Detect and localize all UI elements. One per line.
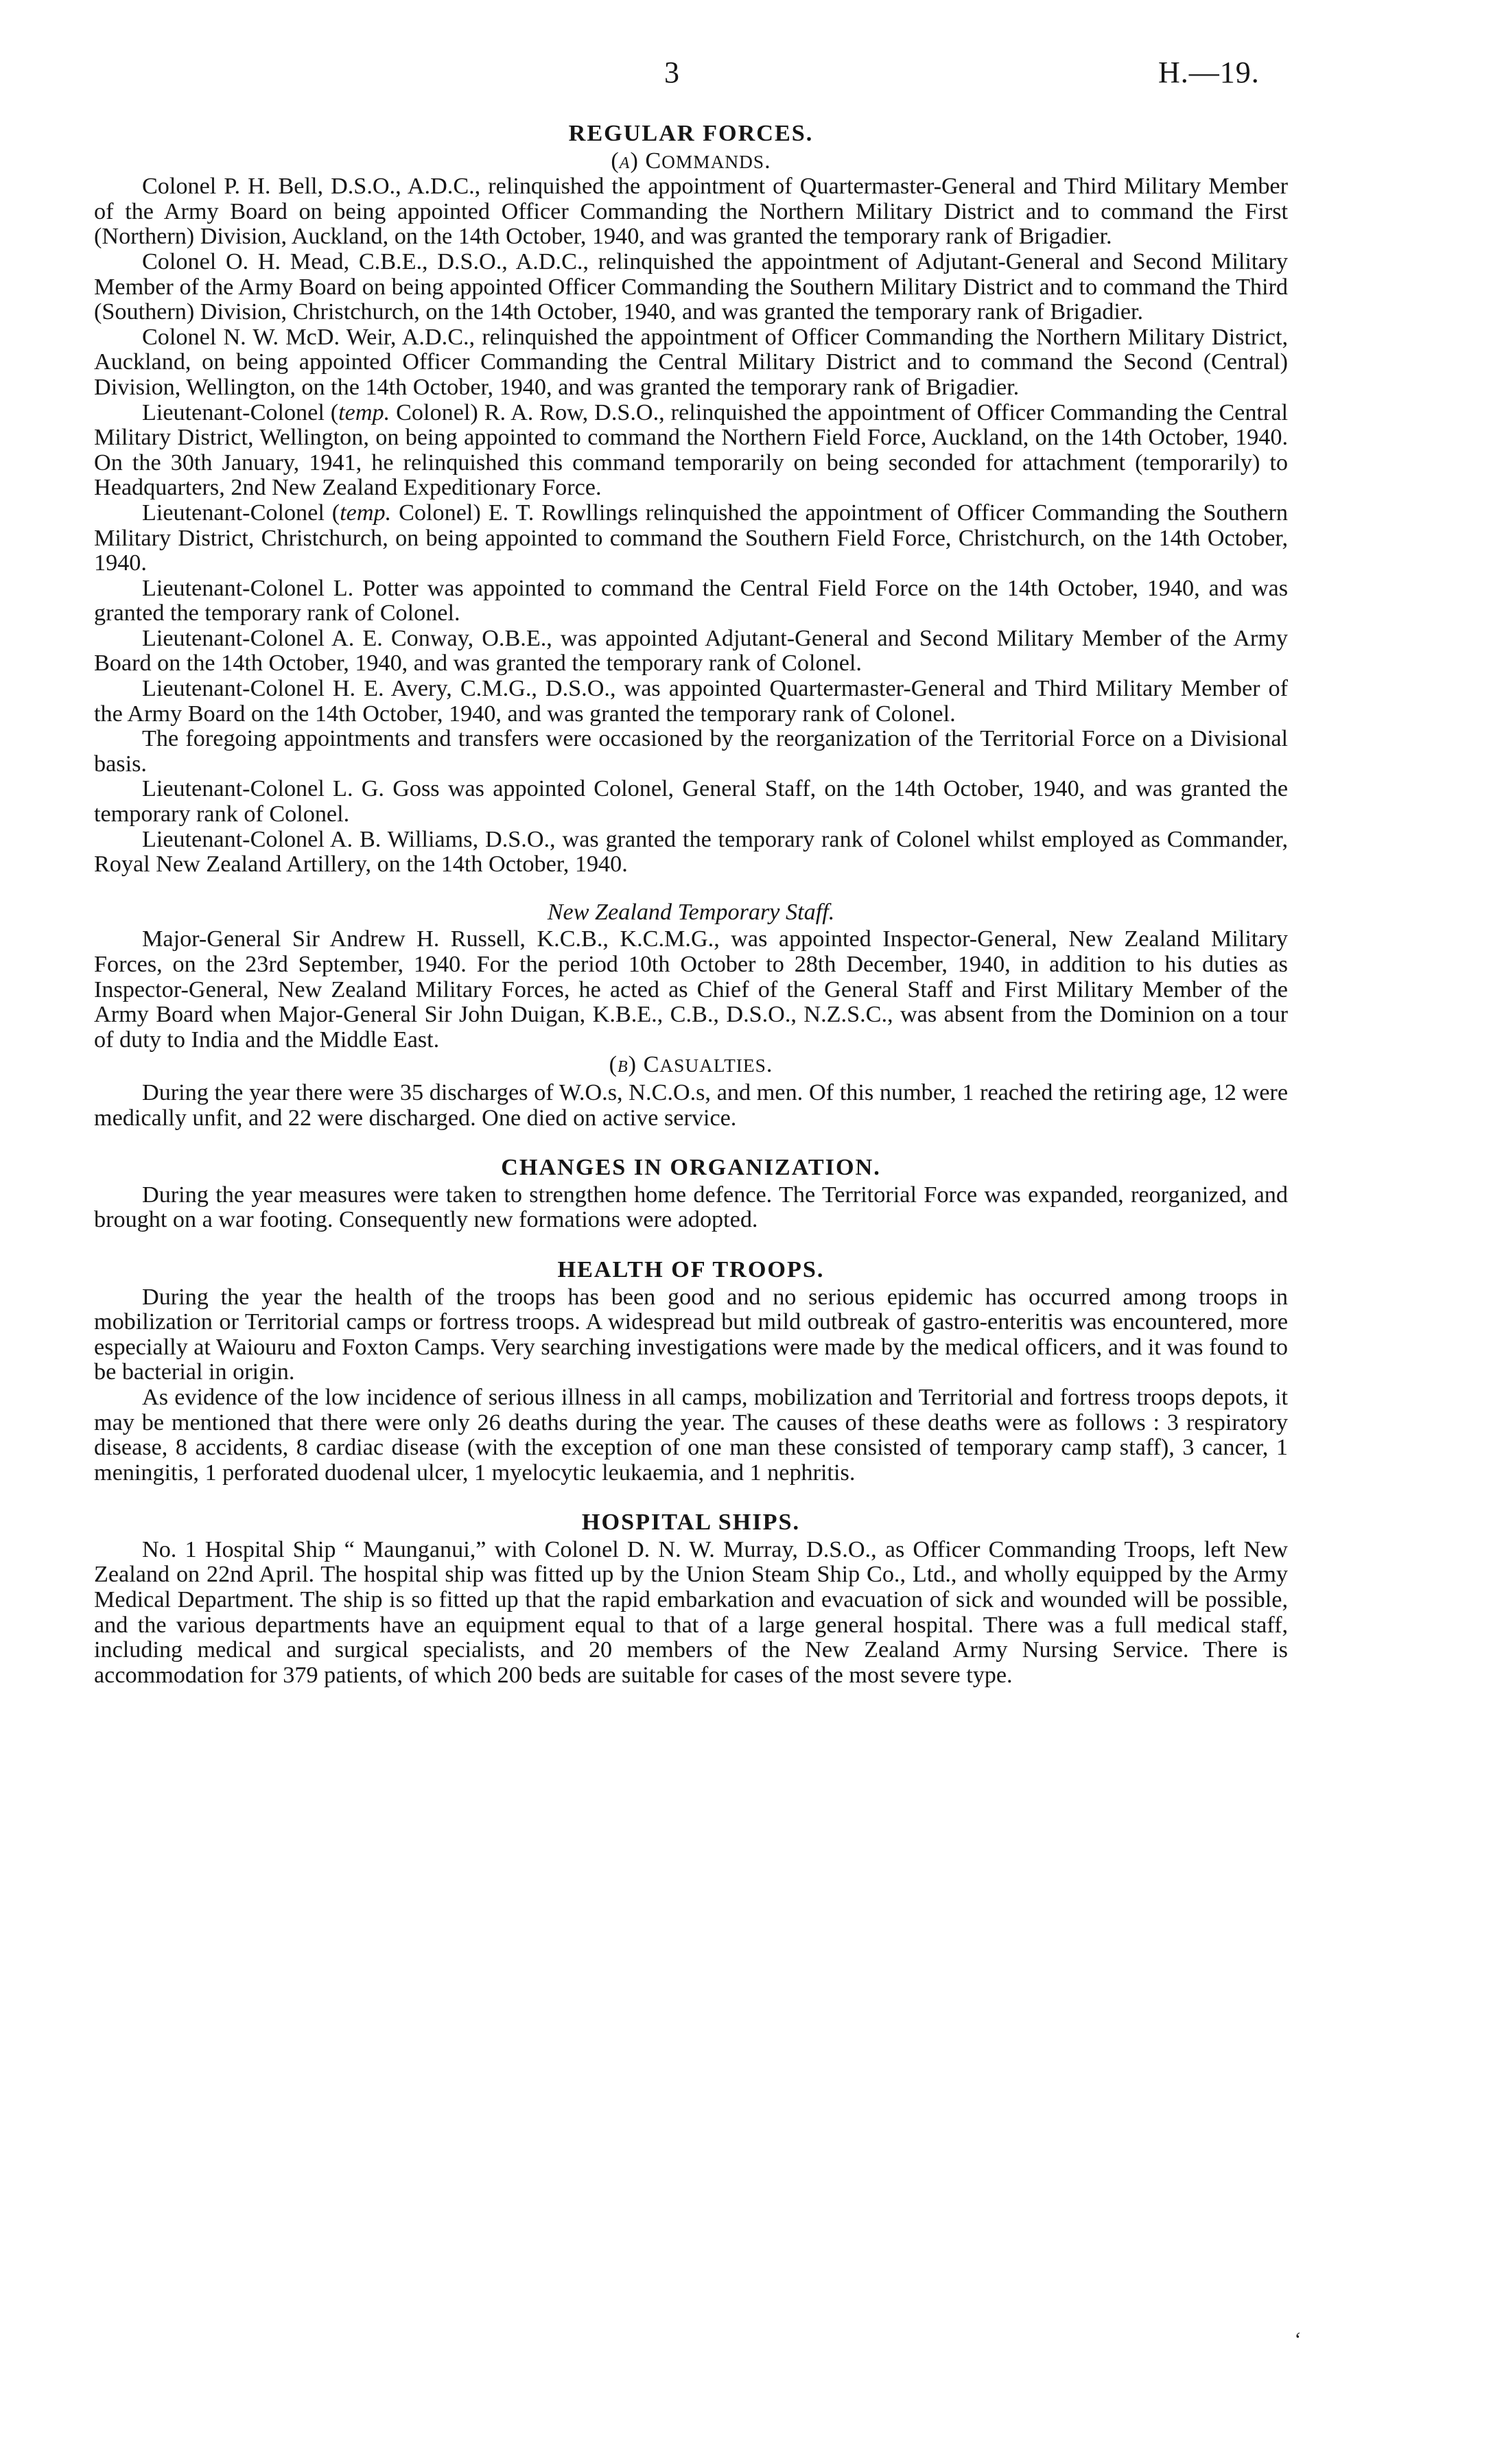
paragraph — [94, 777, 1288, 827]
margin-mark: ‘ — [1293, 2328, 1300, 2351]
paragraph-text: Colonel) E. T. Rowllings relinquished the appointment of Officer Commanding the Southern Military District, Christchurch, on being appointed to command the Southern Field Force, Christchurch, on the 14th October, 1940. — [94, 500, 1288, 576]
paragraph-text: Lieutenant-Colonel L. G. Goss was appointed Colonel, General Staff, on the 14th October, 1940, and was granted the temporary rank of Colonel. — [94, 776, 1288, 828]
paragraph-text: Colonel O. H. Mead, C.B.E., D.S.O., A.D.C., relinquished the appointment of Adjutant-General and Second Military Member of the Army Board on being appointed Officer Commanding the Southern Military District and to command the Third (Southern) Division, Christchurch, on the 14th October, 1940, and was granted the temporary rank of Brigadier. — [94, 248, 1288, 325]
paragraph-text: Lieutenant-Colonel A. E. Conway, O.B.E., was appointed Adjutant-General and Second Military Member of the Army Board on the 14th October, 1940, and was granted the temporary rank of Colonel. — [94, 625, 1288, 677]
hospital-ships-paragraphs — [94, 1538, 1288, 1689]
casualties-paragraphs — [94, 1081, 1288, 1131]
paragraph — [94, 250, 1288, 325]
paragraph — [94, 677, 1288, 727]
section-heading-changes: CHANGES IN ORGANIZATION. — [501, 1155, 881, 1181]
paragraph-text: Lieutenant-Colonel ( — [142, 500, 340, 526]
subheading-casualties: (b) CASUALTIES. — [609, 1052, 773, 1078]
temporary-staff-paragraphs — [94, 927, 1288, 1053]
paragraph-text: Lieutenant-Colonel ( — [142, 399, 339, 425]
paragraph-text: During the year the health of the troops has been good and no serious epidemic has occurred among troops in mobilization or Territorial camps or fortress troops. A widespread but mild outbreak of gastro-enteritis was encountered, more especially at Waiouru and Foxton Camps. Very searching investigations were made by the medical officers, and it was found to be bacterial in origin. — [94, 1284, 1288, 1385]
paragraph — [94, 325, 1288, 401]
page-number: 3 — [664, 56, 679, 89]
paragraph — [94, 1183, 1288, 1233]
paragraph — [94, 1081, 1288, 1131]
paragraph-text: Colonel N. W. McD. Weir, A.D.C., relinquished the appointment of Officer Commanding the Northern Military District, Auckland, on being appointed Officer Commanding the Central Military District and to command the Second (Central) Division, Wellington, on the 14th October, 1940, and was granted the temporary rank of Brigadier. — [94, 324, 1288, 400]
document-reference: H.—19. — [1158, 56, 1260, 89]
section-heading-hospital-ships: HOSPITAL SHIPS. — [581, 1510, 801, 1536]
paragraph — [94, 626, 1288, 677]
health-paragraphs — [94, 1285, 1288, 1486]
paragraph — [94, 828, 1288, 878]
paragraph — [94, 576, 1288, 626]
section-heading-health: HEALTH OF TROOPS. — [557, 1256, 825, 1282]
paragraph-text: During the year there were 35 discharges of W.O.s, N.C.O.s, and men. Of this number, 1 reached the retiring age, 12 were medically unfit, and 22 were discharged. One died on active service. — [94, 1079, 1288, 1131]
commands-paragraphs — [94, 174, 1288, 878]
paragraph — [94, 1538, 1288, 1689]
paragraph — [94, 401, 1288, 501]
paragraph-text: During the year measures were taken to strengthen home defence. The Territorial Force was expanded, reorganized, and brought on a war footing. Consequently new formations were adopted. — [94, 1182, 1288, 1233]
paragraph — [94, 1385, 1288, 1486]
paragraph-text: Colonel P. H. Bell, D.S.O., A.D.C., relinquished the appointment of Quartermaster-General and Third Military Member of the Army Board on being appointed Officer Commanding the Northern Military District and to command the First (Northern) Division, Auckland, on the 14th October, 1940, and was granted the temporary rank of Brigadier. — [94, 174, 1288, 250]
changes-paragraphs — [94, 1183, 1288, 1233]
document-body — [94, 121, 1288, 1688]
paragraph-text: As evidence of the low incidence of serious illness in all camps, mobilization and Territorial and fortress troops depots, it may be mentioned that there were only 26 deaths during the year. The causes of these deaths were as follows : 3 respiratory disease, 8 accidents, 8 cardiac disease (with the exception of one man these consisted of temporary camp staff), 3 cancer, 1 meningitis, 1 perforated duodenal ulcer, 1 myelocytic leukaemia, and 1 nephritis. — [94, 1384, 1288, 1486]
section-heading-regular-forces: REGULAR FORCES. — [568, 121, 814, 146]
paragraph-text: Lieutenant-Colonel L. Potter was appointed to command the Central Field Force on the 14th October, 1940, and was granted the temporary rank of Colonel. — [94, 575, 1288, 626]
paragraph-text: No. 1 Hospital Ship “ Maunganui,” with Colonel D. N. W. Murray, D.S.O., as Officer Commanding Troops, left New Zealand on 22nd April. The hospital ship was fitted up by the Union Steam Ship Co., Ltd., and wholly equipped by the Army Medical Department. The ship is so fitted up that the rapid embarkation and evacuation of sick and wounded will be possible, and the various departments have an equipment equal to that of a large general hospital. There was a full medical staff, including medical and surgical specialists, and 20 members of the New Zealand Army Nursing Service. There is accommodation for 379 patients, of which 200 beds are suitable for cases of the most severe type. — [94, 1536, 1288, 1688]
paragraph-text: Lieutenant-Colonel A. B. Williams, D.S.O., was granted the temporary rank of Colonel whilst employed as Commander, Royal New Zealand Artillery, on the 14th October, 1940. — [94, 826, 1288, 878]
subheading-temporary-staff: New Zealand Temporary Staff. — [547, 899, 835, 925]
italic-text: temp. — [340, 500, 392, 526]
paragraph — [94, 1285, 1288, 1385]
italic-text: temp. — [338, 399, 390, 425]
paragraph — [94, 727, 1288, 777]
paragraph-text: The foregoing appointments and transfers were occasioned by the reorganization of the Territorial Force on a Divisional basis. — [94, 726, 1288, 777]
paragraph-text: Major-General Sir Andrew H. Russell, K.C.B., K.C.M.G., was appointed Inspector-General, New Zealand Military Forces, on the 23rd September, 1940. For the period 10th October to 28th December, 1940, in addition to his duties as Inspector-General, New Zealand Military Forces, he acted as Chief of the General Staff and First Military Member of the Army Board when Major-General Sir John Duigan, K.B.E., C.B., D.S.O., N.Z.S.C., was absent from the Dominion on a tour of duty to India and the Middle East. — [94, 926, 1288, 1053]
paragraph — [94, 501, 1288, 576]
paragraph-text: Colonel) R. A. Row, D.S.O., relinquished the appointment of Officer Commanding the Central Military District, Wellington, on being appointed to command the Northern Field Force, Auckland, on the 14th October, 1940. On the 30th January, 1941, he relinquished this command temporarily on being seconded for attachment (temporarily) to Headquarters, 2nd New Zealand Expeditionary Force. — [94, 399, 1288, 501]
paragraph — [94, 174, 1288, 250]
paragraph-text: Lieutenant-Colonel H. E. Avery, C.M.G., D.S.O., was appointed Quartermaster-General and Third Military Member of the Army Board on the 14th October, 1940, and was granted the temporary rank of Colonel. — [94, 676, 1288, 727]
subheading-commands: (a) COMMANDS. — [611, 148, 771, 174]
paragraph — [94, 927, 1288, 1053]
